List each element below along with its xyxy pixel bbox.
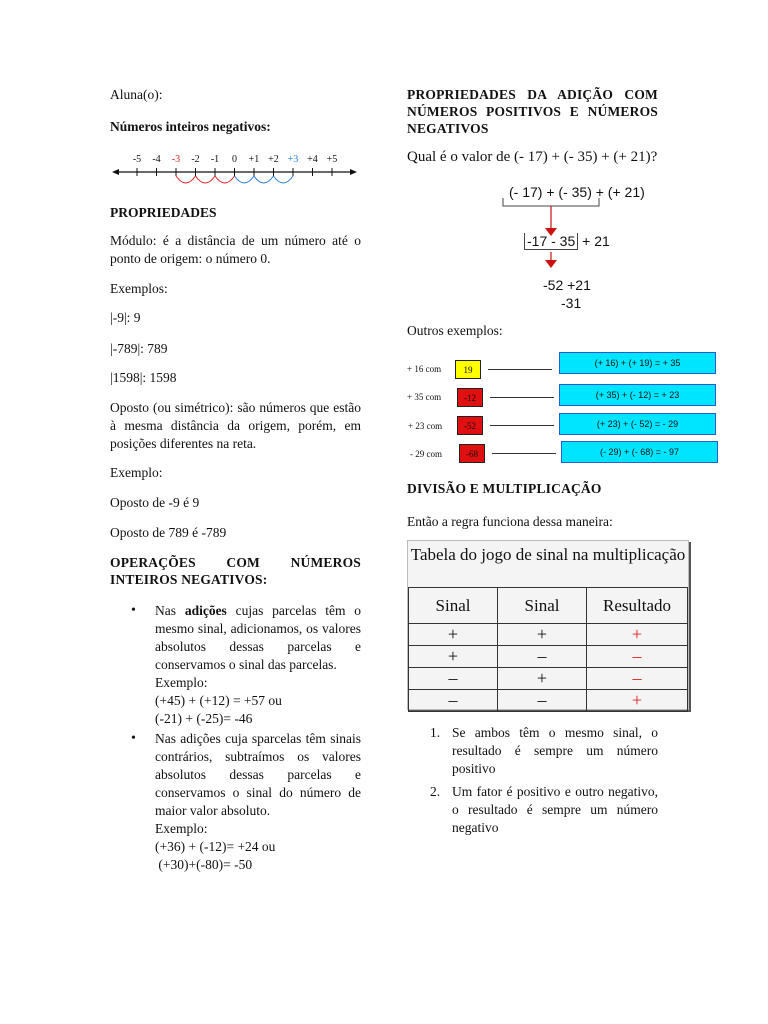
rule-text-2: Um fator é positivo e outro negativo, o resultado é sempre um número negativo	[452, 784, 658, 835]
number-line-label: +3	[287, 154, 299, 165]
sign-cell: +	[409, 624, 498, 646]
sign-cell: –	[498, 690, 587, 712]
number-line-label: +2	[268, 154, 279, 165]
example-abs-1: |-9|: 9	[110, 310, 141, 325]
sign-table-header-3: Resultado	[587, 588, 688, 624]
example-label-4: - 29 com	[410, 449, 442, 459]
number-line-arc-positive	[235, 176, 255, 183]
oposto-text: Oposto (ou simétrico): são números que estão à mesma distância da origem, porém, em posições diferentes na reta.	[110, 400, 361, 451]
sign-cell: –	[498, 646, 587, 668]
diagram-expression: (- 17) + (- 35) + (+ 21)	[509, 184, 645, 200]
student-label: Aluna(o):	[110, 87, 163, 102]
adicao-properties-title: PROPRIEDADES DA ADIÇÃO COM NÚMEROS POSITIVOS E NÚMEROS NEGATIVOS	[407, 87, 658, 136]
sign-table-row	[409, 668, 688, 690]
sign-table-row	[409, 624, 688, 646]
bullet1-bold: adições	[184, 603, 227, 618]
result-cell: +	[587, 690, 688, 712]
number-line-label: -1	[210, 154, 220, 165]
propriedades-title: PROPRIEDADES	[110, 205, 217, 220]
number-line-arc-negative	[215, 176, 235, 183]
sign-cell: +	[498, 624, 587, 646]
bullet1-post: cujas parcelas têm o mesmo sinal, adicionamos, os valores absolutos dessas parcelas e conservamos o sinal das parcelas.	[155, 603, 361, 672]
number-line-arc-negative	[176, 176, 196, 183]
number-line-label: -2	[191, 154, 200, 165]
example-box-4: -68	[459, 444, 485, 463]
bullet1-ex1: (+45) + (+12) = +57 ou	[155, 693, 282, 708]
sign-table-caption: Tabela do jogo de sinal na multiplicação	[410, 545, 686, 564]
bullet1-ex2: (-21) + (-25)= -46	[155, 711, 253, 726]
example-abs-2: |-789|: 789	[110, 341, 168, 356]
bullet2-ex2: (+30)+(-80)= -50	[155, 857, 253, 872]
outros-label: Outros exemplos:	[407, 323, 503, 338]
example-result-3: (+ 23) + (- 52) = - 29	[559, 413, 716, 435]
example-abs-3: |1598|: 1598	[110, 370, 177, 385]
sign-cell: –	[409, 668, 498, 690]
example-line-2	[490, 397, 554, 398]
example-line-3	[490, 425, 554, 426]
example-box-1: 19	[455, 360, 481, 379]
modulo-text: Módulo: é a distância de um número até o ponto de origem: o número 0.	[110, 233, 361, 266]
sign-table-row	[409, 646, 688, 668]
number-line-label: -4	[152, 154, 161, 165]
exemplos-label: Exemplos:	[110, 281, 168, 296]
number-line-arc-positive	[254, 176, 274, 183]
exemplo-label: Exemplo:	[110, 465, 163, 480]
rule-text-1: Se ambos têm o mesmo sinal, o resultado é sempre um número positivo	[452, 725, 658, 776]
number-line-label: -3	[171, 154, 181, 165]
bullet-icon: •	[131, 731, 136, 746]
example-label-2: + 35 com	[407, 392, 442, 402]
bullet-item-2	[131, 730, 361, 874]
oposto-example-1: Oposto de -9 é 9	[110, 495, 200, 510]
example-box-3: -52	[457, 416, 483, 435]
diagram-step2-boxed: -17 - 35	[524, 233, 578, 250]
bullet1-pre: Nas	[155, 603, 185, 618]
bullet-icon: •	[131, 603, 136, 618]
bullet-item-1	[131, 602, 361, 728]
divisao-title: DIVISÃO E MULTIPLICAÇÃO	[407, 481, 602, 496]
sign-table-header-1: Sinal	[409, 588, 498, 624]
example-result-4: (- 29) + (- 68) = - 97	[561, 441, 718, 463]
number-line-arc-positive	[274, 176, 294, 183]
oposto-example-2: Oposto de 789 é -789	[110, 525, 227, 540]
sign-table-row	[409, 690, 688, 712]
number-line-label: +1	[248, 154, 260, 165]
sign-table	[407, 540, 689, 710]
question-text: Qual é o valor de (- 17) + (- 35) + (+ 21)?	[407, 149, 658, 165]
rule-num-1: 1.	[430, 725, 441, 740]
number-line-label: +4	[307, 154, 318, 165]
example-line-1	[488, 369, 552, 370]
example-result-2: (+ 35) + (- 12) = + 23	[559, 384, 716, 406]
bullet1-exemplo: Exemplo:	[155, 675, 208, 690]
sign-cell: –	[409, 690, 498, 712]
sign-cell: +	[409, 646, 498, 668]
example-result-1: (+ 16) + (+ 19) = + 35	[559, 352, 716, 374]
number-line-label: 0	[232, 154, 237, 165]
sign-cell: +	[498, 668, 587, 690]
example-line-4	[492, 453, 556, 454]
bullet-list	[131, 602, 361, 874]
diagram-step3: -52 +21	[543, 277, 591, 293]
sign-table-header-2: Sinal	[498, 588, 587, 624]
bullet2-ex1: (+36) + (-12)= +24 ou	[155, 839, 276, 854]
rule-num-2: 2.	[430, 784, 441, 799]
result-cell: –	[587, 668, 688, 690]
diagram-step2-rest: + 21	[578, 233, 610, 249]
result-cell: –	[587, 646, 688, 668]
example-label-1: + 16 com	[407, 364, 442, 374]
negative-integers-heading: Números inteiros negativos:	[110, 119, 271, 134]
diagram-step2	[524, 233, 610, 250]
bullet2-exemplo: Exemplo:	[155, 821, 208, 836]
example-label-3: + 23 com	[408, 421, 443, 431]
result-cell: +	[587, 624, 688, 646]
bullet2-text: Nas adições cuja sparcelas têm sinais contrários, subtraímos os valores absolutos dessas parcelas e conservamos o sinal do número de maior valor absoluto.	[155, 731, 361, 818]
operacoes-title: OPERAÇÕES COM NÚMEROS INTEIROS NEGATIVOS:	[110, 555, 361, 587]
example-box-2: -12	[457, 388, 483, 407]
number-line	[112, 148, 357, 196]
diagram-result: -31	[561, 295, 582, 311]
sign-table-grid	[408, 587, 688, 712]
number-line-arc-negative	[196, 176, 216, 183]
regra-text: Então a regra funciona dessa maneira:	[407, 514, 613, 529]
number-line-label: +5	[326, 154, 338, 165]
number-line-label: -5	[132, 154, 142, 165]
